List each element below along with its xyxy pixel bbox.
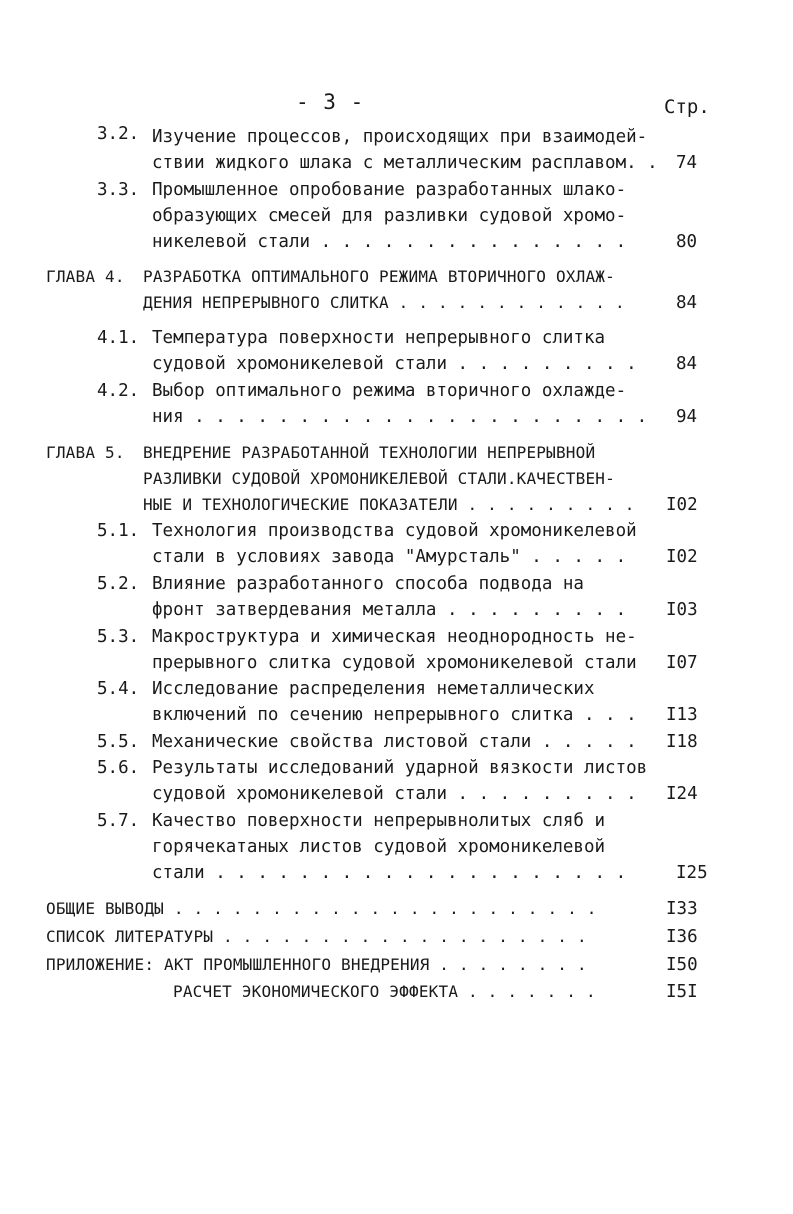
toc-line: Выбор оптимального режима вторичного охлажде-	[152, 381, 627, 401]
toc-line: Технология производства судовой хромоникелевой	[152, 521, 637, 541]
toc-line: Макроструктура и химическая неоднородность не-	[152, 627, 637, 647]
toc-line: Механические свойства листовой стали . . . . .	[152, 732, 637, 752]
toc-page: I33	[666, 899, 698, 919]
toc-page: I02	[666, 495, 698, 515]
toc-line: Изучение процессов, происходящих при взаимодей-	[152, 127, 648, 147]
toc-page: I50	[666, 955, 698, 975]
toc-line: ствии жидкого шлака с металлическим расплавом. .	[152, 153, 658, 173]
toc-line: Промышленное опробование разработанных шлако-	[152, 180, 627, 200]
toc-page: 94	[676, 407, 698, 427]
section-number: 5.4.	[97, 679, 140, 699]
toc-page: 84	[676, 354, 698, 374]
toc-line: ПРИЛОЖЕНИЕ: АКТ ПРОМЫШЛЕННОГО ВНЕДРЕНИЯ . . . . . . . .	[46, 955, 587, 974]
section-number: 3.2.	[97, 124, 140, 144]
toc-page: I07	[666, 653, 698, 673]
section-number: 5.3.	[97, 627, 140, 647]
toc-line: Качество поверхности непрерывнолитых сляб и	[152, 811, 606, 831]
toc-line: фронт затвердевания металла . . . . . . . . .	[152, 600, 627, 620]
section-number: 4.2.	[97, 381, 140, 401]
toc-line: Исследование распределения неметаллических	[152, 679, 595, 699]
toc-page: I25	[676, 863, 708, 883]
toc-page: I13	[666, 705, 698, 725]
page-number: - 3 -	[296, 90, 365, 114]
toc-page: I18	[666, 732, 698, 752]
section-number: 5.7.	[97, 811, 140, 831]
toc-page: I36	[666, 927, 698, 947]
toc-line: прерывного слитка судовой хромоникелевой стали	[152, 653, 637, 673]
toc-page: I02	[666, 547, 698, 567]
chapter-number: ГЛАВА 4.	[46, 267, 125, 286]
toc-page: 84	[676, 293, 698, 313]
toc-line: Влияние разработанного способа подвода на	[152, 574, 584, 594]
toc-line: никелевой стали . . . . . . . . . . . . . . .	[152, 232, 627, 252]
toc-page: 80	[676, 232, 698, 252]
toc-line: судовой хромоникелевой стали . . . . . . . . .	[152, 354, 637, 374]
toc-line: Температура поверхности непрерывного слитка	[152, 328, 606, 348]
toc-page: 74	[676, 153, 698, 173]
section-number: 3.3.	[97, 180, 140, 200]
section-number: 5.5.	[97, 732, 140, 752]
toc-line: ДЕНИЯ НЕПРЕРЫВНОГО СЛИТКА . . . . . . . . . . . .	[143, 293, 625, 312]
toc-line: Результаты исследований ударной вязкости листов	[152, 758, 648, 778]
toc-line: РАЗРАБОТКА ОПТИМАЛЬНОГО РЕЖИМА ВТОРИЧНОГО ОХЛАЖ-	[143, 267, 615, 286]
toc-line: СПИСОК ЛИТЕРАТУРЫ . . . . . . . . . . . . . . . . . . .	[46, 927, 587, 946]
page-column-heading: Стр.	[664, 96, 710, 118]
toc-page: I24	[666, 784, 698, 804]
toc-line: судовой хромоникелевой стали . . . . . . . . .	[152, 784, 637, 804]
toc-line: горячекатаных листов судовой хромоникелевой	[152, 837, 606, 857]
toc-line: образующих смесей для разливки судовой хромо-	[152, 206, 627, 226]
toc-line: ния . . . . . . . . . . . . . . . . . . . . . .	[152, 407, 648, 427]
toc-line: ВНЕДРЕНИЕ РАЗРАБОТАННОЙ ТЕХНОЛОГИИ НЕПРЕРЫВНОЙ	[143, 443, 596, 462]
toc-line: ОБЩИЕ ВЫВОДЫ . . . . . . . . . . . . . . . . . . . . . .	[46, 899, 597, 918]
toc-page: I5I	[666, 982, 698, 1002]
chapter-number: ГЛАВА 5.	[46, 443, 125, 462]
toc-line: включений по сечению непрерывного слитка . . .	[152, 705, 637, 725]
toc-line: РАСЧЕТ ЭКОНОМИЧЕСКОГО ЭФФЕКТА . . . . . . .	[173, 982, 596, 1001]
toc-line: стали . . . . . . . . . . . . . . . . . . . .	[152, 863, 627, 883]
section-number: 5.1.	[97, 521, 140, 541]
section-number: 5.2.	[97, 574, 140, 594]
toc-page: I03	[666, 600, 698, 620]
toc-line: РАЗЛИВКИ СУДОВОЙ ХРОМОНИКЕЛЕВОЙ СТАЛИ.КАЧЕСТВЕН-	[143, 469, 615, 488]
section-number: 4.1.	[97, 328, 140, 348]
toc-line: НЫЕ И ТЕХНОЛОГИЧЕСКИЕ ПОКАЗАТЕЛИ . . . . . . . . .	[143, 495, 635, 514]
toc-line: стали в условиях завода "Амурсталь" . . . . .	[152, 547, 627, 567]
section-number: 5.6.	[97, 758, 140, 778]
